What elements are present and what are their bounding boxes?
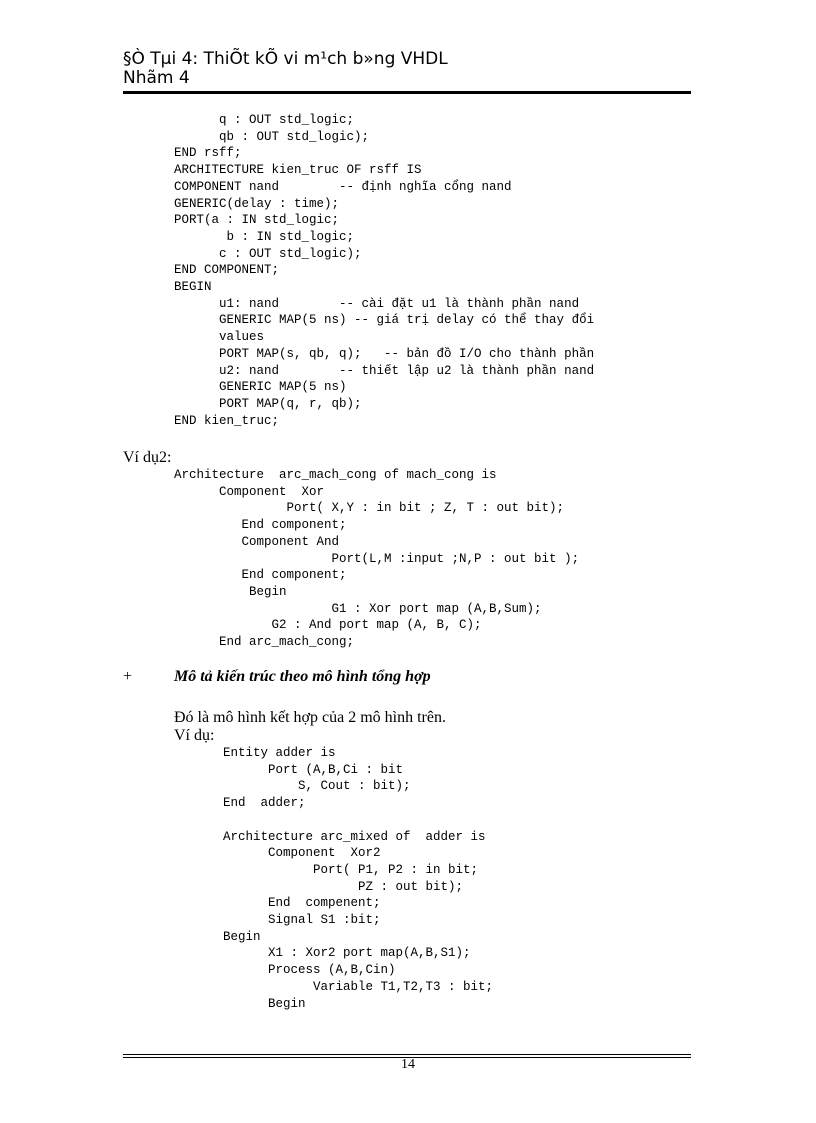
header-rule bbox=[123, 91, 691, 94]
header-title: §Ò Tµi 4: ThiÕt kÕ vi m¹ch b»ng VHDL bbox=[123, 49, 448, 69]
section-heading: Mô tả kiến trúc theo mô hình tổng hợp bbox=[174, 668, 431, 685]
section-bullet: + bbox=[123, 668, 133, 685]
code-block-rsff: q : OUT std_logic; qb : OUT std_logic); END rsff; ARCHITECTURE kien_truc OF rsff IS COMPONENT nand -- định nghĩa cổng nand GENERIC(delay : time); PORT(a : IN std_logic; b : IN std_logic; c : OUT std_logic); END COMPONENT; BEGIN u1: nand -- cài đặt u1 là thành phần nand GENERIC MAP(5 ns) -- giá trị delay có thể thay đổi values PORT MAP(s, qb, q); -- bản đồ I/O cho thành phần u2: nand -- thiết lập u2 là thành phần nand GENERIC MAP(5 ns) PORT MAP(q, r, qb); END kien_truc; bbox=[174, 113, 595, 428]
code-block-mach-cong: Architecture arc_mach_cong of mach_cong is Component Xor Port( X,Y : in bit ; Z, T : out bit); End component; Component And Port(L,M :input ;N,P : out bit ); End component; Begin G1 : Xor port map (A,B,Sum); G2 : And port map (A, B, C); End arc_mach_cong; bbox=[174, 468, 580, 650]
page-number: 14 bbox=[401, 1057, 415, 1072]
example2-label: Ví dụ2: bbox=[123, 449, 172, 466]
running-header bbox=[123, 50, 448, 88]
code-block-adder: Entity adder is Port (A,B,Ci : bit S, Cout : bit); End adder; Architecture arc_mixed of adder is Component Xor2 Port( P1, P2 : in bit; PZ : out bit); End compenent; Signal S1 :bit; Begin X1 : Xor2 port map(A,B,S1); Process (A,B,Cin) Variable T1,T2,T3 : bit; Begin bbox=[223, 746, 494, 1011]
paragraph: Đó là mô hình kết hợp của 2 mô hình trên. bbox=[174, 709, 446, 726]
example-label: Ví dụ: bbox=[174, 727, 215, 744]
header-group: Nhãm 4 bbox=[123, 68, 190, 88]
